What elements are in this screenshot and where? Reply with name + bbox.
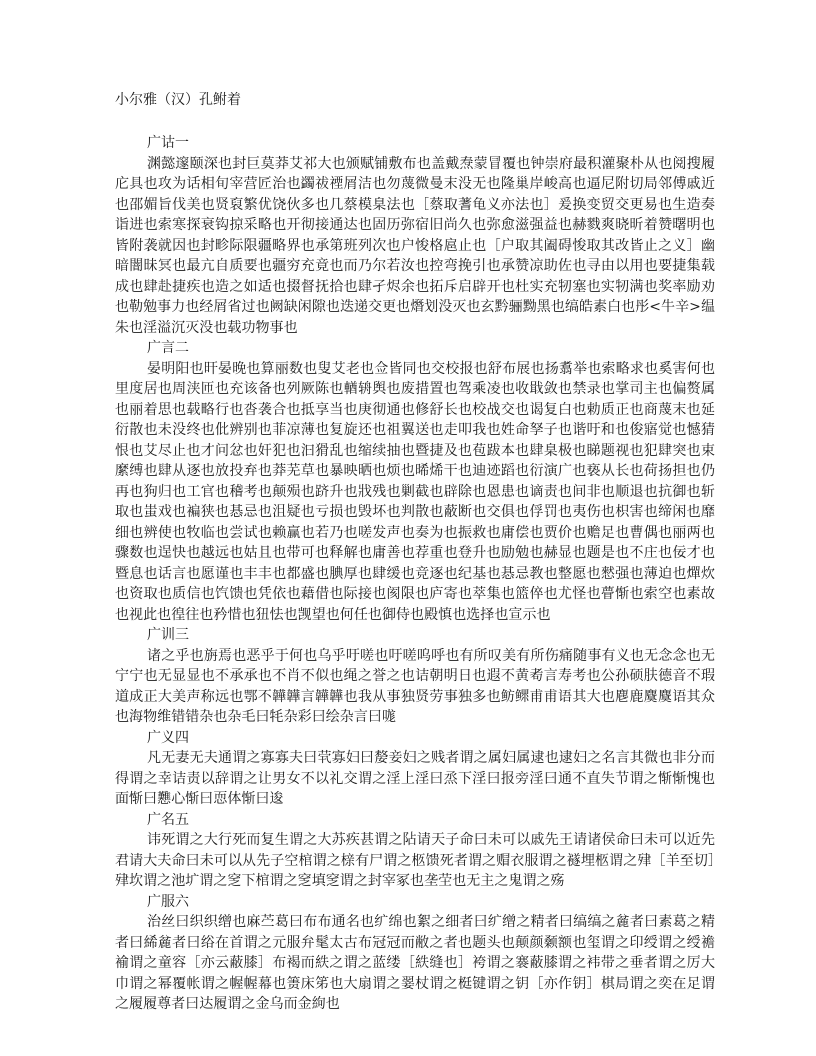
section-guangyan	[115, 338, 715, 625]
section-body: 治丝曰织织缯也麻苎葛曰布布通名也纩绵也絮之细者曰纩缯之精者曰缟缟之麄者曰素葛之精者曰絺麄者曰绤在首谓之元服弁髦太古布冠冠而敝之者也题头也颠颜颡额也玺谓之印绶谓之绶襜褕谓之童容［亦云蔽膝］布褐而紩之谓之蓝缕［紩缝也］袴谓之褰蔽膝谓之袆带之垂者谓之厉大巾谓之幂覆帐谓之幄幄幕也箦床笫也大扇谓之翣杖谓之梃键谓之钥［亦作钥］棋局谓之奕在足谓之履履尊者曰达履谓之金乌而金絇也	[115, 914, 715, 1012]
document-page	[115, 90, 715, 1015]
section-guangfu	[115, 892, 715, 1015]
section-guanggu	[115, 133, 715, 338]
section-heading: 广言二	[147, 340, 189, 356]
section-body: 渊懿邃颐深也封巨莫莽艾祁大也颁赋铺敷布也盖戴焘蒙冒覆也钟崇府最积灌聚朴从也阅搜履庀具也攻为话相旬宰营匠治也蠲祓禋屑洁也勿蔑微曼末没无也隆巢岸峻高也逼尼附切局邻傅戚近也邵媚旨伐美也贤裒繁优饶伙多也几蔡模臬法也［蔡取蓍龟义亦法也］爰换变贸交更易也生造奏诣进也索寒探衰钩掠采略也开彻接通达也固历弥宿旧尚久也弥愈滋强益也赫戮爽晓昕着赞曙明也皆附袭就因也封畛际限疆略界也承第班列次也户悛格扈止也［户取其阖碍悛取其改皆止之义］幽暗闇昧冥也最亢自质要也疆穷充竟也而乃尔若汝也控弯挽引也承赞凉助佐也寻由以用也要捷集载成也肆赴捷疾也造之如适也掇督抚拾也肆孑烬余也拓斥启辟开也杜实充牣塞也实牣满也奖率励劝也勒勉事力也经屑省过也阙缺闲隙也迭递交更也熸划没灭也玄黔骊黝黑也缟皓素白也彤<牛辛>缊朱也淫溢沉灭没也载功物事也	[115, 155, 715, 336]
section-body: 晏明阳也旰晏晚也算丽数也叟艾老也佥皆同也交校报也舒布展也扬翥举也索略求也奚害何也里度居也周浃匝也充该备也列厥陈也輶辀舆也废措置也驾乘凌也收戢敛也禁录也掌司主也偏赘属也丽着思也载略行也沓袭合也抵享当也庚彻通也修舒长也校战交也谒复白也勅质正也商蔑末也延衍散也未没终也仳辨别也菲凉薄也复旋还也祖翼送也走叩我也姓命孥子也谐吁和也俊寤觉也憾猜恨也艾尽止也才问忿也奸犯也汩猾乱也缩续抽也暨捷及也苞跋本也肆臬极也睇题视也犯肆突也束縻缚也肆从逐也放投弃也莽芜草也暴映晒也烦也晞烯干也迪迹蹈也衍演广也亵从长也荷扬担也仍再也狗归也工官也稽考也颠殒也跻升也戕残也剿截也辟除也恩患也谪责也间非也顺退也抗御也斩取也蚩戏也褊狭也惎忌也沮疑也亏损也毁坏也判散也蔽断也交俱也俘罚也夷伤也枳害也缔闲也靡细也辨使也牧临也尝试也赖赢也若乃也嗟发声也奏为也振救也庸偿也贾价也赡足也曹偶也丽两也骤数也逞快也越远也姑且也带可也释解也庸善也荐重也登升也励勉也赫显也题是也不庄也佞才也暨息也话言也愿谨也丰丰也都盛也腆厚也肆缓也竞逐也纪基也惎忌教也整愿也憖强也薄迫也燀炊也资取也质信也饩馈也凭依也藉借也际接也阂限也庐寄也萃集也篮倅也尤怪也瞢惭也索空也素故也视此也徨往也矜惜也狃怯也觊望也何任也御侍也殿慎也选择也宣示也	[115, 360, 715, 623]
section-guangming	[115, 810, 715, 892]
section-heading: 广义四	[147, 729, 189, 746]
section-heading: 广服六	[147, 893, 189, 910]
section-body: 诸之乎也旃焉也恶乎于何也乌乎吁嗟也吁嗟呜呼也有所叹美有所伤痛随事有义也无念念也无宁宁也无显显也不承承也不肖不似也绳之誉之也诘朝明日也遐不黄耇言寿考也公孙硕肤德音不瑕道成正大美声称远也鄂不韡韡言韡韡也我从事独贤劳事独多也鲂鳏甫甫语其大也麀鹿麌麌语其众也海物维错错杂也杂毛曰牦杂彩曰绘杂言曰哤	[115, 647, 715, 725]
section-heading: 广训三	[147, 627, 189, 643]
section-body: 讳死谓之大行死而复生谓之大苏疾甚谓之阽请天子命曰未可以戚先王请诸侯命曰未可以近先君请大夫命曰未可以从先子空棺谓之榇有尸谓之柩馈死者谓之赗衣服谓之襚埋柩谓之肂［羊至切］肂坎谓之池圹谓之窆下棺谓之窆填窆谓之封宰冢也垄茔也无主之鬼谓之殇	[115, 832, 715, 889]
section-body: 凡无妻无夫通谓之寡寡夫曰茕寡妇曰嫠妾妇之贱者谓之属妇属逮也逮妇之名言其微也非分而得谓之幸诘责以辞谓之让男女不以礼交谓之淫上淫曰烝下淫曰报旁淫曰通不直失节谓之惭惭愧也面惭曰戁心惭曰恧体惭曰逡	[115, 750, 715, 807]
section-guangyi	[115, 728, 715, 810]
document-title: 小尔雅（汉）孔鲋着	[115, 92, 241, 108]
section-heading: 广名五	[147, 811, 189, 828]
section-guangxun	[115, 625, 715, 728]
section-heading: 广诂一	[147, 135, 189, 151]
